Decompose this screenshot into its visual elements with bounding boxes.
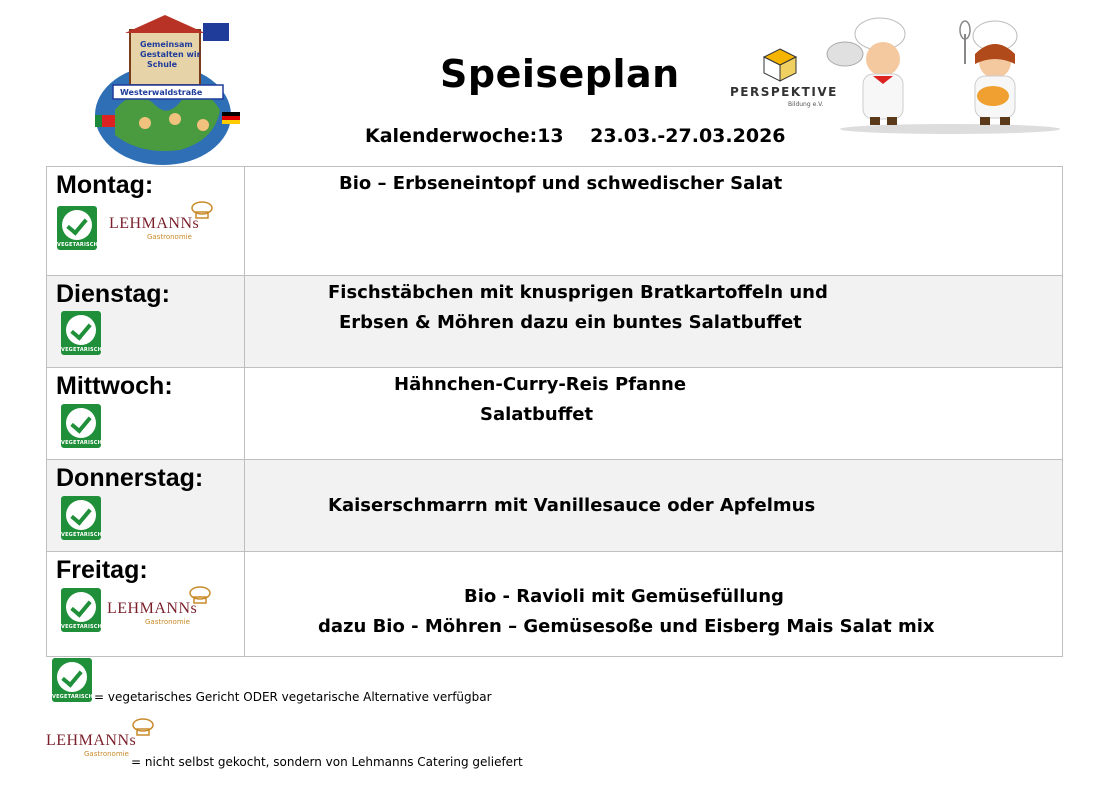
- dish-line: Salatbuffet: [480, 404, 594, 425]
- vegetarian-badge-icon: VEGETARISCH: [61, 496, 101, 540]
- day-cell: [47, 368, 245, 459]
- dish-line: Fischstäbchen mit knusprigen Bratkartoffeln und: [328, 282, 828, 303]
- school-logo-text-2: Gestalten wir: [140, 50, 201, 59]
- school-logo-text-4: Westerwaldstraße: [120, 88, 203, 97]
- dish-line: Hähnchen-Curry-Reis Pfanne: [394, 374, 687, 395]
- dish-line: Erbsen & Möhren dazu ein buntes Salatbuffet: [339, 312, 802, 333]
- menu-table: [46, 166, 1063, 657]
- legend-lehmanns-logo: LEHMANNs Gastronomie: [46, 718, 156, 762]
- legend-lehmanns-text: = nicht selbst gekocht, sondern von Lehmanns Catering geliefert: [131, 755, 523, 769]
- legend-vegetarian-badge-icon: VEGETARISCH: [52, 658, 92, 702]
- dish-line: Kaiserschmarrn mit Vanillesauce oder Apfelmus: [328, 495, 816, 516]
- dish-line: Bio - Ravioli mit Gemüsefüllung: [464, 586, 784, 607]
- perspektive-name: PERSPEKTIVE: [730, 85, 838, 99]
- menu-row-friday: [47, 552, 1062, 656]
- day-cell: [47, 276, 245, 367]
- perspektive-subtitle: Bildung e.V.: [788, 101, 824, 108]
- lehmanns-logo: LEHMANNs Gastronomie: [109, 201, 219, 245]
- day-cell: [47, 167, 245, 275]
- lehmanns-logo: LEHMANNs Gastronomie: [107, 586, 217, 630]
- day-label-friday: Freitag:: [56, 556, 148, 584]
- school-logo-text-1: Gemeinsam: [140, 40, 193, 49]
- day-label-tuesday: Dienstag:: [56, 280, 170, 308]
- vegetarian-badge-icon: VEGETARISCH: [61, 404, 101, 448]
- vegetarian-badge-icon: VEGETARISCH: [57, 206, 97, 250]
- cube-icon: [762, 47, 798, 83]
- day-label-monday: Montag:: [56, 171, 154, 199]
- menu-row-thursday: [47, 460, 1062, 552]
- vegetarian-badge-icon: VEGETARISCH: [61, 311, 101, 355]
- day-cell: [47, 552, 245, 656]
- dish-line: Bio – Erbseneintopf und schwedischer Salat: [339, 173, 783, 194]
- menu-row-wednesday: [47, 368, 1062, 460]
- page-title: Speiseplan: [440, 52, 680, 96]
- day-label-thursday: Donnerstag:: [56, 464, 204, 492]
- menu-row-monday: [47, 167, 1062, 276]
- school-logo-text-3: Schule: [147, 60, 178, 69]
- calendar-week: Kalenderwoche:13 23.03.-27.03.2026: [365, 125, 786, 147]
- dish-line: dazu Bio - Möhren – Gemüsesoße und Eisberg Mais Salat mix: [318, 616, 935, 637]
- vegetarian-badge-icon: VEGETARISCH: [61, 588, 101, 632]
- day-cell: [47, 460, 245, 551]
- chefs-illustration: [825, 14, 1075, 134]
- legend-vegetarian-text: = vegetarisches Gericht ODER vegetarische Alternative verfügbar: [94, 690, 492, 704]
- day-label-wednesday: Mittwoch:: [56, 372, 173, 400]
- menu-row-tuesday: [47, 276, 1062, 368]
- school-logo: [85, 15, 245, 167]
- perspektive-logo: [730, 45, 840, 115]
